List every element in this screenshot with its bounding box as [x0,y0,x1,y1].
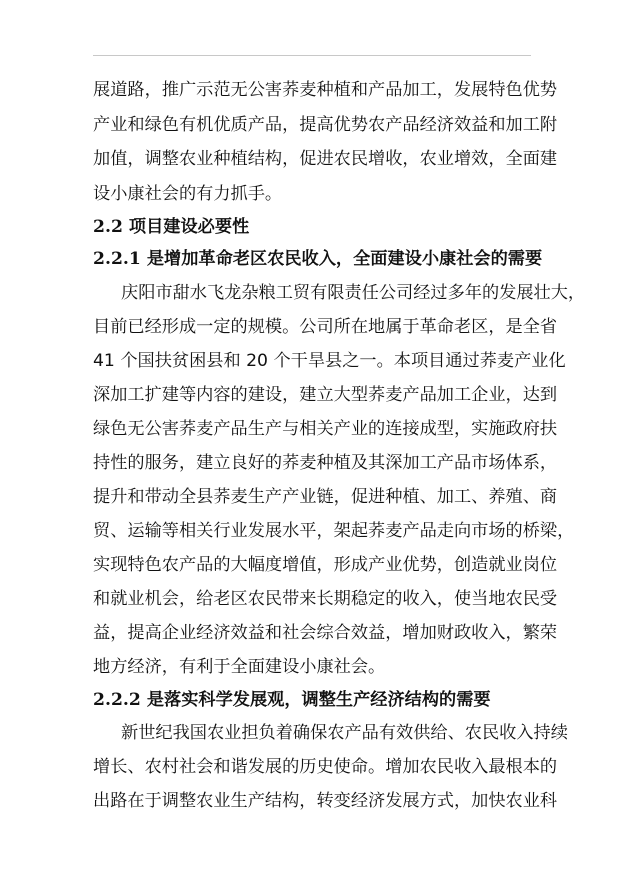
paragraph-line: 目前已经形成一定的规模。公司所在地属于革命老区，是全省 [93,317,558,337]
paragraph-line: 益，提高企业经济效益和社会综合效益，增加财政收入，繁荣 [93,623,558,643]
paragraph-line: 和就业机会，给老区农民带来长期稳定的收入，使当地农民受 [93,589,558,609]
paragraph-line: 增长、农村社会和谐发展的历史使命。增加农民收入最根本的 [93,757,558,777]
paragraph-line: 出路在于调整农业生产结构，转变经济发展方式，加快农业科 [93,791,558,811]
paragraph-line: 设小康社会的有力抓手。 [93,184,283,204]
paragraph-line: 贸、运输等相关行业发展水平，架起荞麦产品走向市场的桥梁， [93,521,575,541]
paragraph-line: 庆阳市甜水飞龙杂粮工贸有限责任公司经过多年的发展壮大， [121,283,586,303]
paragraph-line: 新世纪我国农业担负着确保农产品有效供给、农民收入持续 [121,723,568,743]
header-rule [93,55,531,56]
paragraph-line: 地方经济，有利于全面建设小康社会。 [93,657,386,677]
paragraph-line: 深加工扩建等内容的建设，建立大型荞麦产品加工企业，达到 [93,385,558,405]
paragraph-line: 绿色无公害荞麦产品生产与相关产业的连接成型，实施政府扶 [93,419,558,439]
subsection-heading: 2.2.2 是落实科学发展观，调整生产经济结构的需要 [93,690,491,710]
paragraph-line: 41 个国扶贫困县和 20 个干旱县之一。本项目通过荞麦产业化 [93,351,566,371]
paragraph-line: 持性的服务，建立良好的荞麦种植及其深加工产品市场体系， [93,453,558,473]
paragraph-line: 展道路，推广示范无公害荞麦种植和产品加工，发展特色优势 [93,80,558,100]
paragraph-line: 产业和绿色有机优质产品，提高优势农产品经济效益和加工附 [93,115,558,135]
paragraph-line: 加值，调整农业种植结构，促进农民增收，农业增效，全面建 [93,149,558,169]
subsection-heading: 2.2.1 是增加革命老区农民收入，全面建设小康社会的需要 [93,249,543,269]
paragraph-line: 提升和带动全县荞麦生产产业链，促进种植、加工、养殖、商 [93,487,558,507]
section-heading: 2.2 项目建设必要性 [93,217,250,237]
paragraph-line: 实现特色农产品的大幅度增值，形成产业优势，创造就业岗位 [93,555,558,575]
